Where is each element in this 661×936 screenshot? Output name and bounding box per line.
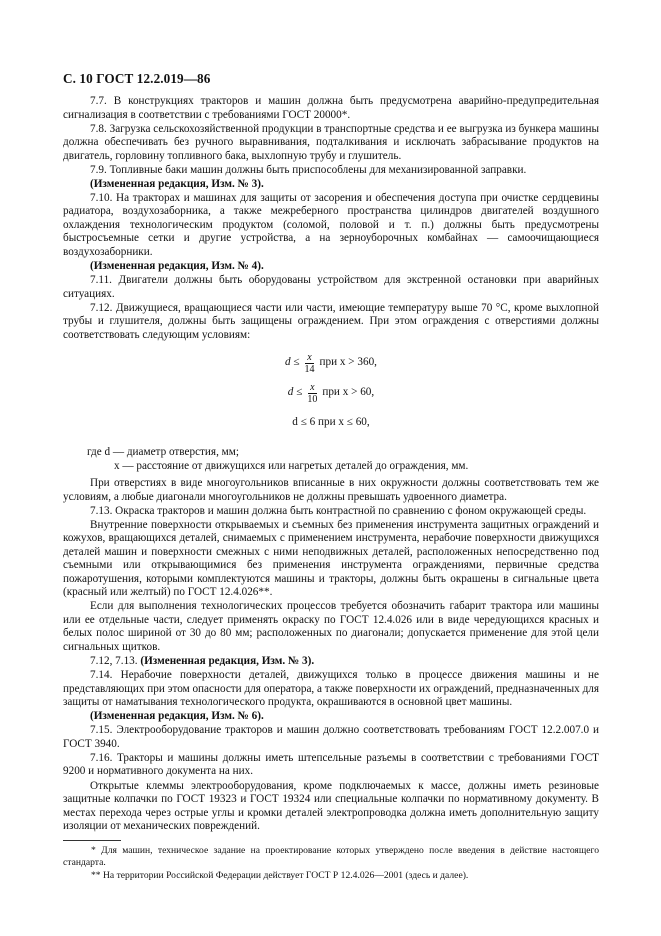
paragraph-7-12: 7.12. Движущиеся, вращающиеся части или части, имеющие температуру выше 70 °С, кроме выхлопной трубы и глушителя, должны быть защищены ограждением. При этом ограждения с отверстиями должны соответствовать следующим условиям: [63, 301, 599, 341]
fraction-denominator: 14 [304, 363, 315, 375]
paragraph-7-14: 7.14. Нерабочие поверхности деталей, движущихся только в процессе движения машины и не представляющих при этом опасности для оператора, а также поверхности их ограждений, предназначенных для защиты от наматывания технологического продукта, окрашиваются в основной цвет машины. [63, 669, 599, 709]
formula-2 [63, 378, 599, 408]
fraction [305, 382, 319, 405]
paragraph-dimensions: Если для выполнения технологических процессов требуется обозначить габарит трактора или машины или ее отдельные части, следует применять окраску по ГОСТ 12.4.026 или в виде чередующихся красных и белых полос шириной от 30 до 80 мм; расположенных по диагонали; допускается применение для этой цели сигнальных щитков. [63, 600, 599, 653]
formula-condition: при x > 360, [319, 356, 377, 369]
revision-note [63, 178, 599, 192]
revision-ref: 7.12, 7.13. [90, 655, 141, 668]
fraction-numerator: x [307, 351, 312, 363]
paragraph-terminals: Открытые клеммы электрооборудования, кроме подключаемых к массе, должны иметь резиновые защитные колпачки по ГОСТ 19323 и ГОСТ 19324 или специальные колпачки по нормативному документу. В местах перехода через острые углы и кромки деталей электропроводка должна иметь дополнительную защиту изоляции от механических повреждений. [63, 779, 599, 832]
formula-1 [63, 348, 599, 378]
formula-text: d ≤ 6 при x ≤ 60, [292, 416, 370, 429]
fraction-numerator: x [310, 381, 315, 393]
revision-note-text: (Измененная редакция, Изм. № 4). [90, 259, 264, 272]
document-body [63, 95, 599, 883]
paragraph-polygons: При отверстиях в виде многоугольников вписанные в них окружности должны соответствовать тем же условиям, а любые диагонали многоугольников не должны превышать удвоенного диаметра. [63, 477, 599, 503]
revision-note-text: (Измененная редакция, Изм. № 3). [90, 177, 264, 190]
paragraph-inner-surfaces: Внутренние поверхности открываемых и съемных без применения инструмента защитных ограждений и кожухов, вращающихся деталей, снимаемых с применением инструмента, нерабочие поверхности движущихся деталей машин и поверхности смежных с ними неподвижных деталей, расположенных непосредственно под съемными или открывающимися без применения инструмента ограждениями, первичные средства пожаротушения, которыми комплектуются машины и тракторы, должны быть окрашены в сигнальные цвета (красный или желтый) по ГОСТ 12.4.026**. [63, 518, 599, 599]
legend-d: где d — диаметр отверстия, мм; [87, 446, 239, 459]
paragraph-7-11: 7.11. Двигатели должны быть оборудованы устройством для экстренной остановки при аварийных ситуациях. [63, 274, 599, 300]
footnote-1: * Для машин, техническое задание на проектирование которых утверждено после введения в действие настоящего стандарта. [63, 844, 599, 869]
fraction [303, 352, 317, 375]
paragraph-7-10: 7.10. На тракторах и машинах для защиты от засорения и обеспечения доступа при очистке сердцевины радиатора, воздухозаборника, а также межреберного пространства цилиндров двигателей воздушного охлаждения технологическим продуктом (соломой, половой и т. п.) должны быть предусмотрены быстросъемные сетки и другие устройства, а на зерноуборочных комбайнах — самоочищающиеся воздухозаборники. [63, 191, 599, 258]
revision-note [63, 260, 599, 274]
page-header: С. 10 ГОСТ 12.2.019—86 [63, 71, 211, 86]
paragraph-7-9: 7.9. Топливные баки машин должны быть приспособлены для механизированной заправки. [90, 163, 527, 176]
formula-block [63, 348, 599, 438]
paragraph-7-15: 7.15. Электрооборудование тракторов и машин должно соответствовать требованиям ГОСТ 12.2.007.0 и ГОСТ 3940. [63, 724, 599, 750]
footnote-divider [63, 840, 121, 841]
formula-lhs: d ≤ [287, 386, 303, 399]
footnote-2: ** На территории Российской Федерации действует ГОСТ Р 12.4.026—2001 (здесь и далее). [91, 870, 469, 882]
formula-3 [63, 408, 599, 438]
fraction-denominator: 10 [307, 393, 318, 405]
revision-note-text: (Измененная редакция, Изм. № 3). [140, 655, 315, 668]
legend-x: x — расстояние от движущихся или нагретых деталей до ограждения, мм. [114, 459, 469, 472]
revision-note-text: (Измененная редакция, Изм. № 6). [90, 710, 264, 723]
paragraph-7-13: 7.13. Окраска тракторов и машин должна быть контрастной по сравнению с фоном окружающей среды. [90, 504, 587, 517]
formula-condition: при x > 60, [322, 386, 375, 399]
formula-lhs: d ≤ [285, 356, 300, 369]
paragraph-7-8: 7.8. Загрузка сельскохозяйственной продукции в транспортные средства и ее выгрузка из бункера машины должна обеспечивать без ручного выравнивания, подталкивания и исключать забрасывание продуктов на двигатель, горловину топливного бака, выхлопную трубу и глушитель. [63, 122, 599, 162]
paragraph-7-12-7-13 [63, 655, 599, 669]
paragraph-7-7: 7.7. В конструкциях тракторов и машин должна быть предусмотрена аварийно-предупредительная сигнализация в соответствии с требованиями ГОСТ 20000*. [63, 95, 599, 121]
paragraph-7-16: 7.16. Тракторы и машины должны иметь штепсельные разъемы в соответствии с требованиями ГОСТ 9200 и нормативного документа на них. [63, 751, 599, 778]
revision-note [63, 710, 599, 724]
